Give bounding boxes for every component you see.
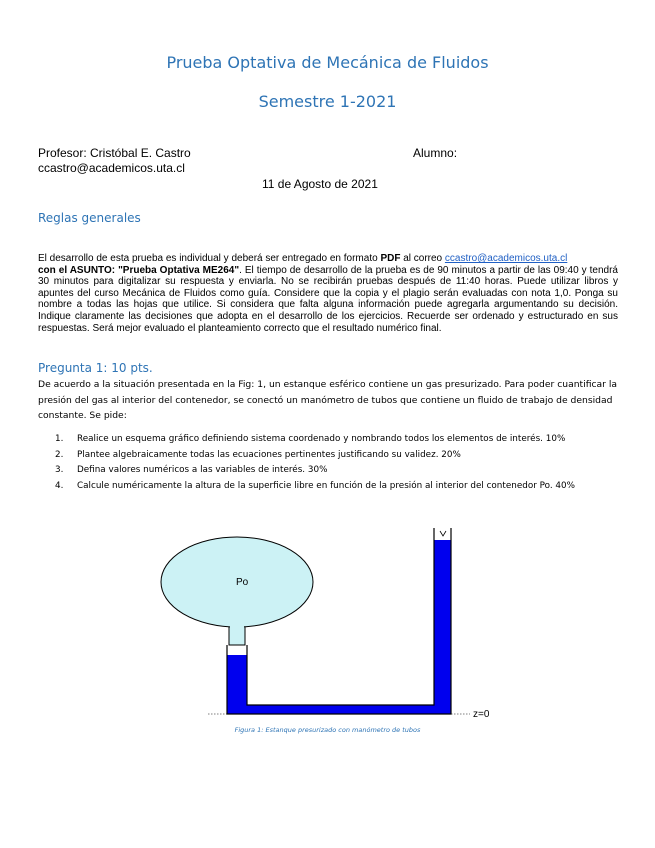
bottom-fluid-column: [227, 705, 451, 714]
free-surface-arrow: [440, 531, 446, 536]
rules-heading: Reglas generales: [38, 211, 141, 225]
email-link[interactable]: ccastro@academicos.uta.cl: [444, 253, 568, 264]
list-item: 1. Realice un esquema gráfico definiendo sistema coordenado y nombrando todos los elementos de interés. 10%: [55, 434, 566, 444]
question-text: De acuerdo a la situación presentada en la Fig: 1, un estanque esférico contiene un gas presurizado. Para poder cuantificar la presión del gas al interior del contenedor, se conectó un manómetro de tubos que contiene un fluido de trabajo de densidad constante. Se pide:: [38, 379, 618, 421]
rules-text-2: al correo: [400, 253, 445, 264]
list-item: 3. Defina valores numéricos a las variables de interés. 30%: [55, 465, 328, 476]
rules-text-3: . El tiempo de desarrollo de la prueba es de 90 minutos a partir de las 09:40 y tendrá 30 minutos para digitalizar su respuesta y enviarla. No se recibirán pruebas después de 11:40 horas. Puede utilizar libros y apuntes del curso Mecánica de Fluidos como guía. Considere que la copia y el plagio serán evaluadas con nota 1,0. Ponga su nombre a todas las hojas que utilice. Si considera que falta alguna información puede agregarla argumentando su decisión. Indique claramente las decisiones que adopta en el desarrollo de los ejercicios. Recuerde ser ordenado y estructurado en sus respuestas. Será mejor evaluado el planteamiento correcto que el resultado numérico final.: [38, 264, 618, 334]
subject-text: con el ASUNTO: "Prueba Optativa ME264": [38, 264, 240, 276]
exam-date: 11 de Agosto de 2021: [262, 177, 378, 191]
rules-text-1: El desarrollo de esta prueba es individual y deberá ser entregado en formato: [38, 253, 381, 264]
list-item: 4. Calcule numéricamente la altura de la superficie libre en función de la presión al interior del contenedor Po. 40%: [55, 480, 575, 491]
student-label: Alumno:: [413, 146, 458, 160]
figure-caption: Figura 1: Estanque presurizado con manómetro de tubos: [234, 726, 421, 734]
question-heading: Pregunta 1: 10 pts.: [38, 361, 153, 375]
neck-joint: [230, 619, 244, 629]
professor-email: ccastro@academicos.uta.cl: [38, 161, 185, 175]
pdf-format: PDF: [380, 253, 401, 264]
right-fluid-column: [434, 540, 451, 710]
document-title: Prueba Optativa de Mecánica de Fluidos: [166, 53, 489, 72]
left-fluid-column: [227, 655, 247, 705]
semester-label: Semestre 1-2021: [258, 92, 397, 111]
datum-label: z=0: [473, 709, 490, 720]
professor-name: Profesor: Cristóbal E. Castro: [38, 146, 191, 160]
tank-label: Po: [236, 577, 249, 588]
list-item: 2. Plantee algebraicamente todas las ecuaciones pertinentes justificando su validez. 20%: [55, 449, 461, 460]
